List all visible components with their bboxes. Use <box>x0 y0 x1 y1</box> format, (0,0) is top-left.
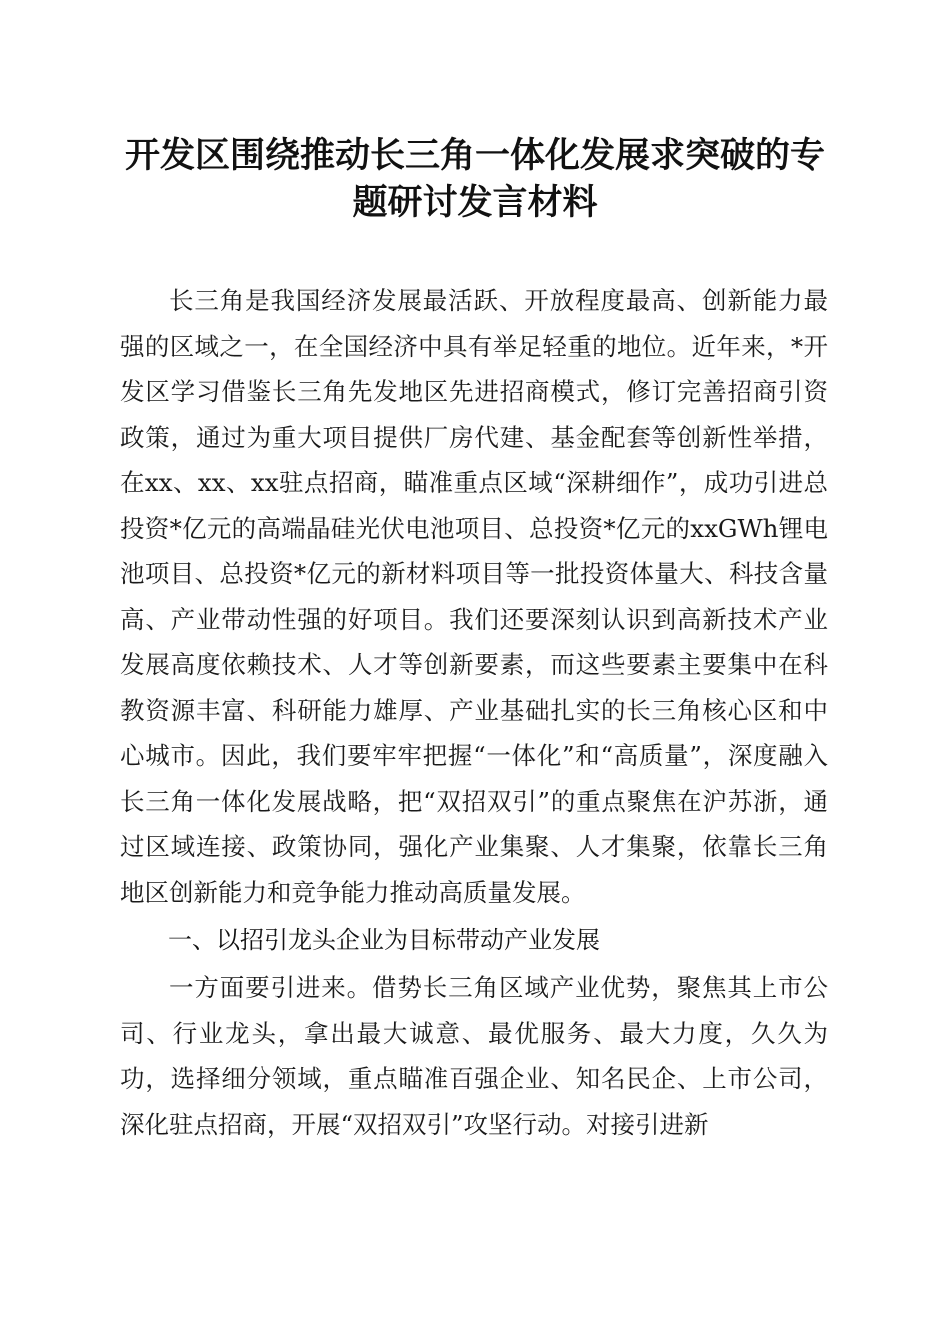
document-title: 开发区围绕推动长三角一体化发展求突破的专题研讨发言材料 <box>124 135 825 223</box>
paragraph-intro: 长三角是我国经济发展最活跃、开放程度最高、创新能力最强的区域之一，在全国经济中具有举足轻重的地位。近年来，*开发区学习借鉴长三角先发地区先进招商模式，修订完善招商引资政策，通过为重大项目提供厂房代建、基金配套等创新性举措，在xx、xx、xx驻点招商，瞄准重点区域“深耕细作”，成功引进总投资*亿元的高端晶硅光伏电池项目、总投资*亿元的xxGWh锂电池项目、总投资*亿元的新材料项目等一批投资体量大、科技含量高、产业带动性强的好项目。我们还要深刻认识到高新技术产业发展高度依赖技术、人才等创新要素，而这些要素主要集中在科教资源丰富、科研能力雄厚、产业基础扎实的长三角核心区和中心城市。因此，我们要牢牢把握“一体化”和“高质量”，深度融入长三角一体化发展战略，把“双招双引”的重点聚焦在沪苏浙，通过区域连接、政策协同，强化产业集聚、人才集聚，依靠长三角地区创新能力和竞争能力推动高质量发展。 <box>120 286 828 907</box>
section-heading-1: 一、以招引龙头企业为目标带动产业发展 <box>168 926 600 954</box>
paragraph-section-1: 一方面要引进来。借势长三角区域产业优势，聚焦其上市公司、行业龙头，拿出最大诚意、最优服务、最大力度，久久为功，选择细分领域，重点瞄准百强企业、知名民企、上市公司，深化驻点招商，开展“双招双引”攻坚行动。对接引进新 <box>120 973 828 1139</box>
document-body <box>120 278 828 1147</box>
